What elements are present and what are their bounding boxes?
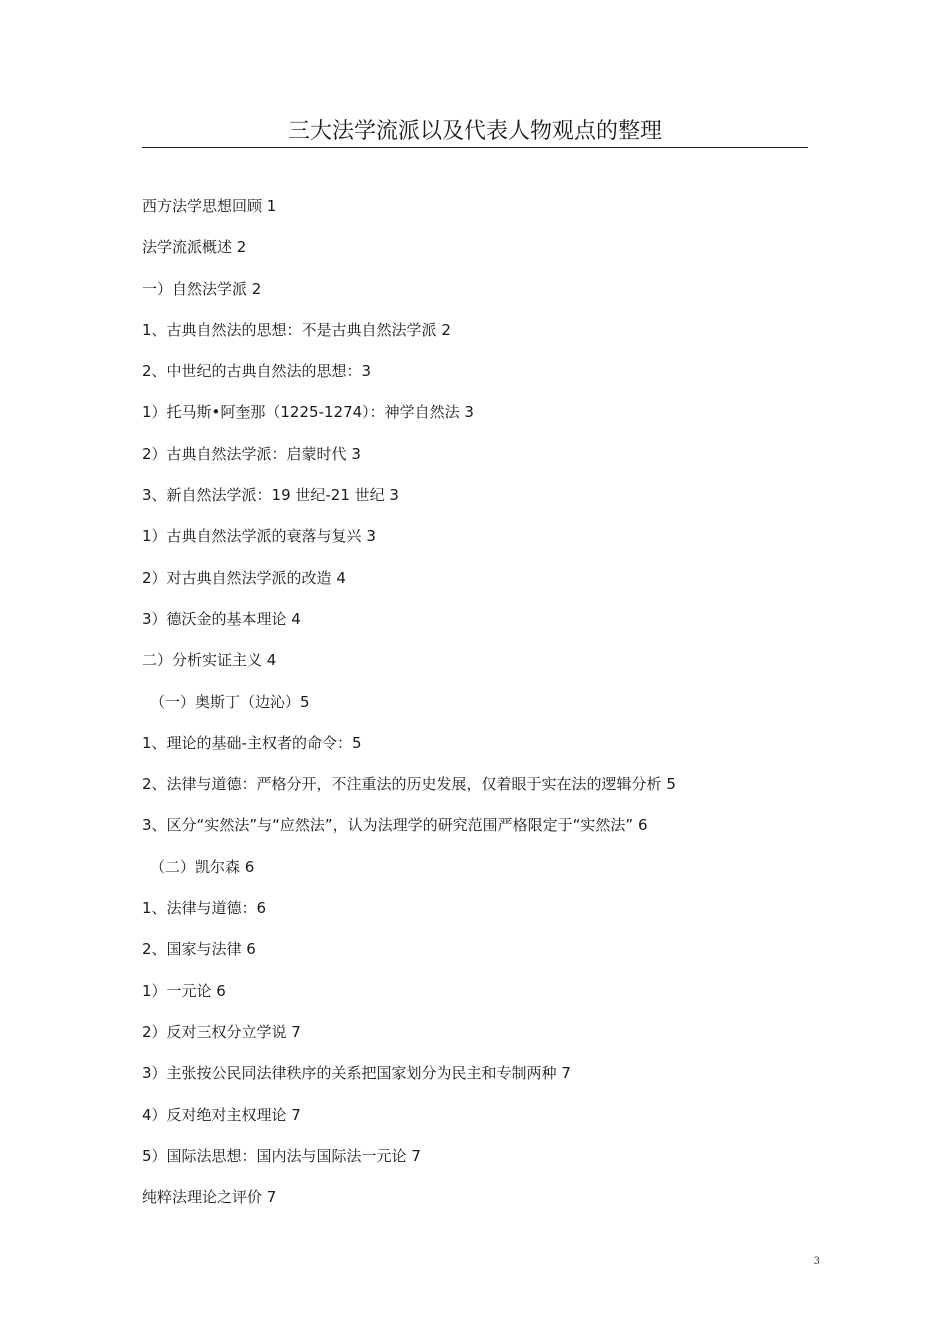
toc-entry[interactable]: 2、国家与法律 6 — [142, 940, 256, 959]
document-title: 三大法学流派以及代表人物观点的整理 — [287, 119, 662, 144]
page-number: 3 — [813, 1256, 820, 1267]
title-underline — [142, 147, 808, 148]
toc-entry[interactable]: 2）反对三权分立学说 7 — [142, 1022, 301, 1041]
toc-entry[interactable]: 3、区分“实然法”与“应然法”，认为法理学的研究范围严格限定于“实然法” 6 — [142, 816, 648, 835]
toc-entry[interactable]: 二）分析实证主义 4 — [142, 651, 277, 670]
toc-entry[interactable]: 3）德沃金的基本理论 4 — [142, 609, 301, 628]
toc-entry[interactable]: 1）一元论 6 — [142, 981, 226, 1000]
toc-entry[interactable]: 2、中世纪的古典自然法的思想：3 — [142, 362, 372, 381]
toc-entry[interactable]: 5）国际法思想：国内法与国际法一元论 7 — [142, 1146, 421, 1165]
toc-entry[interactable]: 1、理论的基础-主权者的命令：5 — [142, 733, 362, 752]
toc-entry[interactable]: 4）反对绝对主权理论 7 — [142, 1105, 301, 1124]
toc-entry[interactable]: 3）主张按公民同法律秩序的关系把国家划分为民主和专制两种 7 — [142, 1064, 571, 1083]
toc-entry[interactable]: 2）古典自然法学派：启蒙时代 3 — [142, 444, 361, 463]
toc-entry[interactable]: 西方法学思想回顾 1 — [142, 197, 277, 215]
toc-entry[interactable]: 1、古典自然法的思想：不是古典自然法学派 2 — [142, 320, 451, 339]
toc-entry[interactable]: （一）奥斯丁（边沁）5 — [150, 692, 310, 711]
toc-entry[interactable]: 2、法律与道德：严格分开，不注重法的历史发展，仅着眼于实在法的逻辑分析 5 — [142, 775, 676, 794]
toc-entry[interactable]: （二）凯尔森 6 — [150, 857, 255, 876]
toc-entry[interactable]: 1）托马斯•阿奎那（1225-1274）：神学自然法 3 — [142, 403, 474, 422]
toc-entry[interactable]: 纯粹法理论之评价 7 — [142, 1188, 277, 1207]
table-of-contents — [142, 186, 822, 1218]
toc-entry[interactable]: 1）古典自然法学派的衰落与复兴 3 — [142, 527, 376, 546]
toc-entry[interactable]: 法学流派概述 2 — [142, 238, 247, 257]
toc-entry[interactable]: 一）自然法学派 2 — [142, 279, 262, 298]
toc-entry[interactable]: 3、新自然法学派：19 世纪-21 世纪 3 — [142, 486, 399, 505]
toc-entry[interactable]: 2）对古典自然法学派的改造 4 — [142, 568, 346, 587]
toc-entry[interactable]: 1、法律与道德：6 — [142, 899, 267, 918]
